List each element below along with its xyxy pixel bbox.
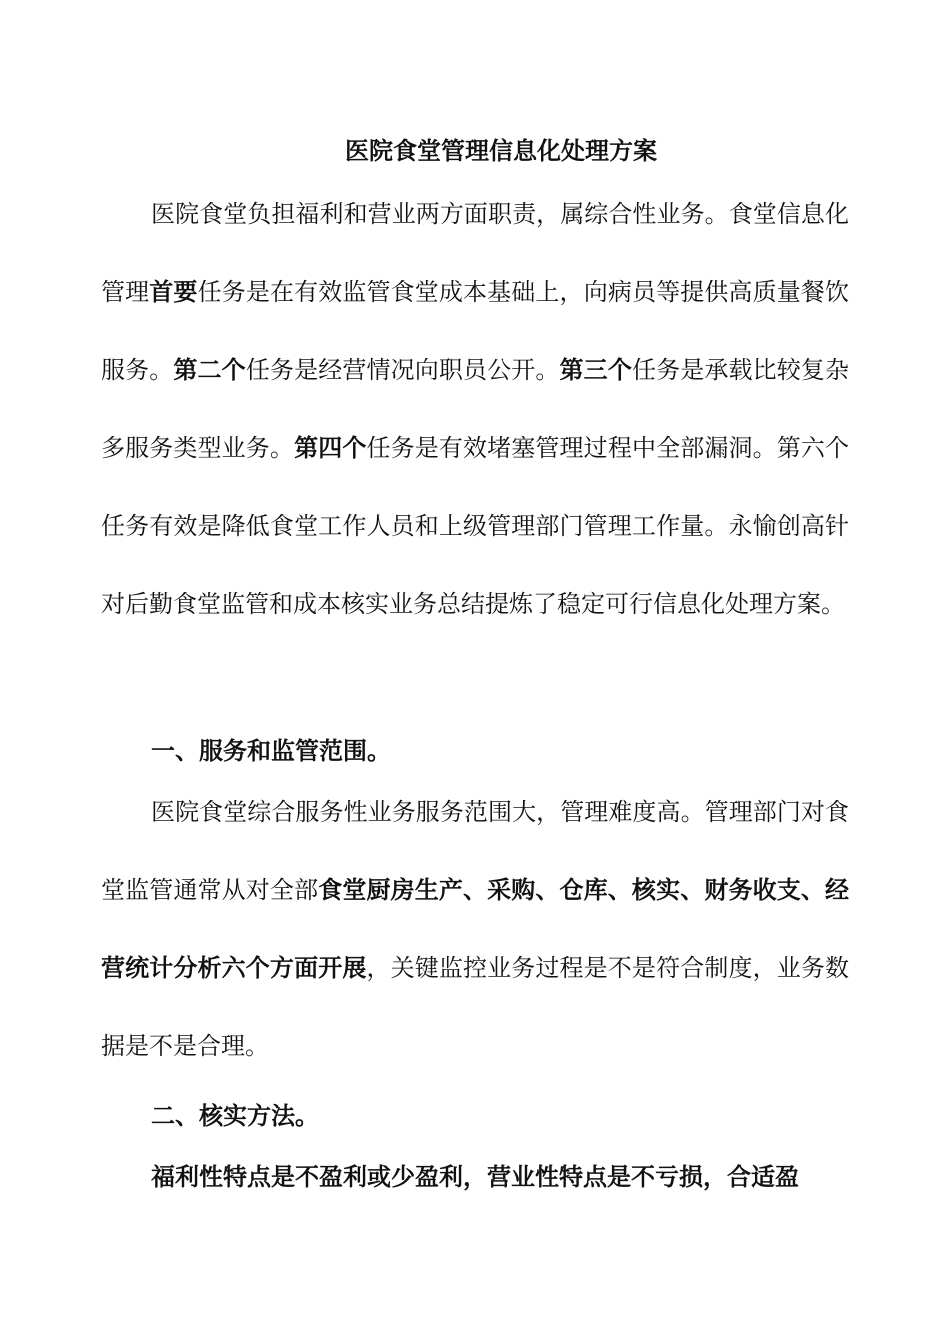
scope-text-2: ，关键监控业务过程是不是符合制度，业务数据是不是合理。 [101,954,850,1060]
intro-bold-primary: 首要 [149,277,198,306]
intro-text-2: 任务是在有效监管食堂成本基础上，向病员等提供高质量餐饮服务。 [101,278,850,384]
scope-text-1: 医院食堂综合服务性业务服务范围大，管理难度高。管理部门对食堂监管通常从对全部 [101,798,849,904]
method-paragraph [101,1138,849,1216]
intro-text-3: 任务是经营情况向职员公开。 [245,356,560,384]
intro-text-4: 任务是承载比较复杂多服务类型业务。 [101,356,850,462]
intro-bold-second: 第二个 [173,355,246,384]
intro-text-1: 医院食堂负担福利和营业两方面职责，属综合性业务。食堂信息化管理 [101,200,849,306]
intro-paragraph [101,175,849,643]
method-bold-text: 福利性特点是不盈利或少盈利，营业性特点是不亏损，合适盈 [151,1162,799,1191]
scope-paragraph [101,773,849,1085]
intro-text-5: 任务是有效堵塞管理过程中全部漏洞。第六个任务有效是降低食堂工作人员和上级管理部门管理工作量。永愉创高针对后勤食堂监管和成本核实业务总结提炼了稳定可行信息化处理方案。 [101,434,850,618]
intro-bold-fourth: 第四个 [294,433,367,462]
intro-bold-third: 第三个 [559,355,632,384]
scope-bold-areas: 食堂厨房生产、采购、仓库、核实、财务收支、经营统计分析六个方面开展 [101,875,850,982]
document-title: 医院食堂管理信息化处理方案 [345,136,657,165]
section-heading-scope: 一、服务和监管范围。 [151,736,391,765]
section-heading-method: 二、核实方法。 [151,1101,319,1130]
